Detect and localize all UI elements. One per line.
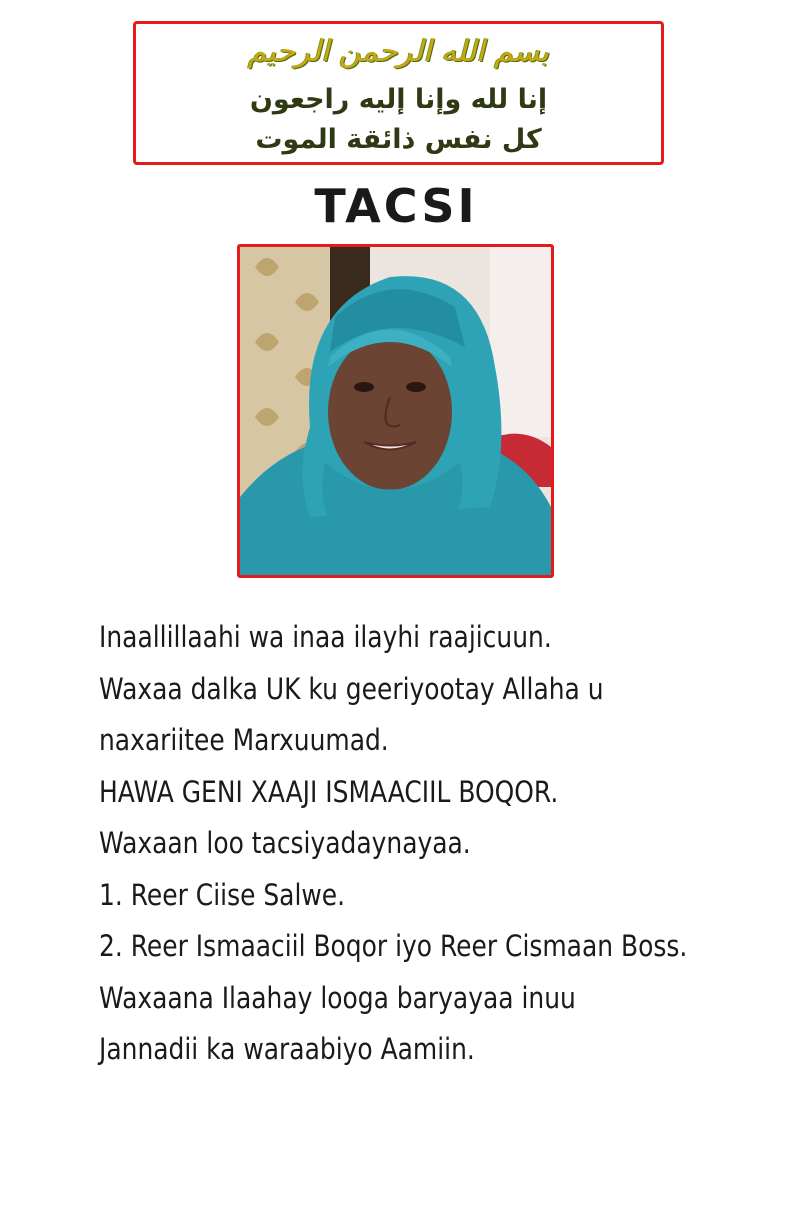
message-line: Jannadii ka waraabiyo Aamiin.	[99, 1032, 475, 1066]
arabic-header-box	[133, 21, 664, 165]
basmala-calligraphy: بسم الله الرحمن الرحيم	[247, 34, 550, 69]
portrait-photo-illustration	[240, 247, 551, 575]
message-line: Inaallillaahi wa inaa ilayhi raajicuun.	[99, 620, 552, 654]
arabic-verse-line-2: كل نفس ذائقة الموت	[255, 124, 542, 155]
arabic-verse-line-1: إنا لله وإنا إليه راجعون	[249, 84, 548, 115]
deceased-name: HAWA GENI XAAJI ISMAACIIL BOQOR.	[99, 774, 559, 809]
portrait-photo	[237, 244, 554, 578]
family-list-item: 2. Reer Ismaaciil Boqor iyo Reer Cismaan Boss.	[99, 929, 688, 963]
message-line: Waxaan loo tacsiyadaynayaa.	[99, 826, 471, 860]
message-line: Waxaa dalka UK ku geeriyootay Allaha u	[99, 671, 604, 706]
message-line: Waxaana Ilaahay looga baryayaa inuu	[99, 980, 576, 1015]
page-title: TACSI	[314, 179, 478, 233]
condolence-message	[99, 612, 688, 1076]
message-line: naxariitee Marxuumad.	[99, 723, 389, 757]
family-list-item: 1. Reer Ciise Salwe.	[99, 877, 346, 912]
